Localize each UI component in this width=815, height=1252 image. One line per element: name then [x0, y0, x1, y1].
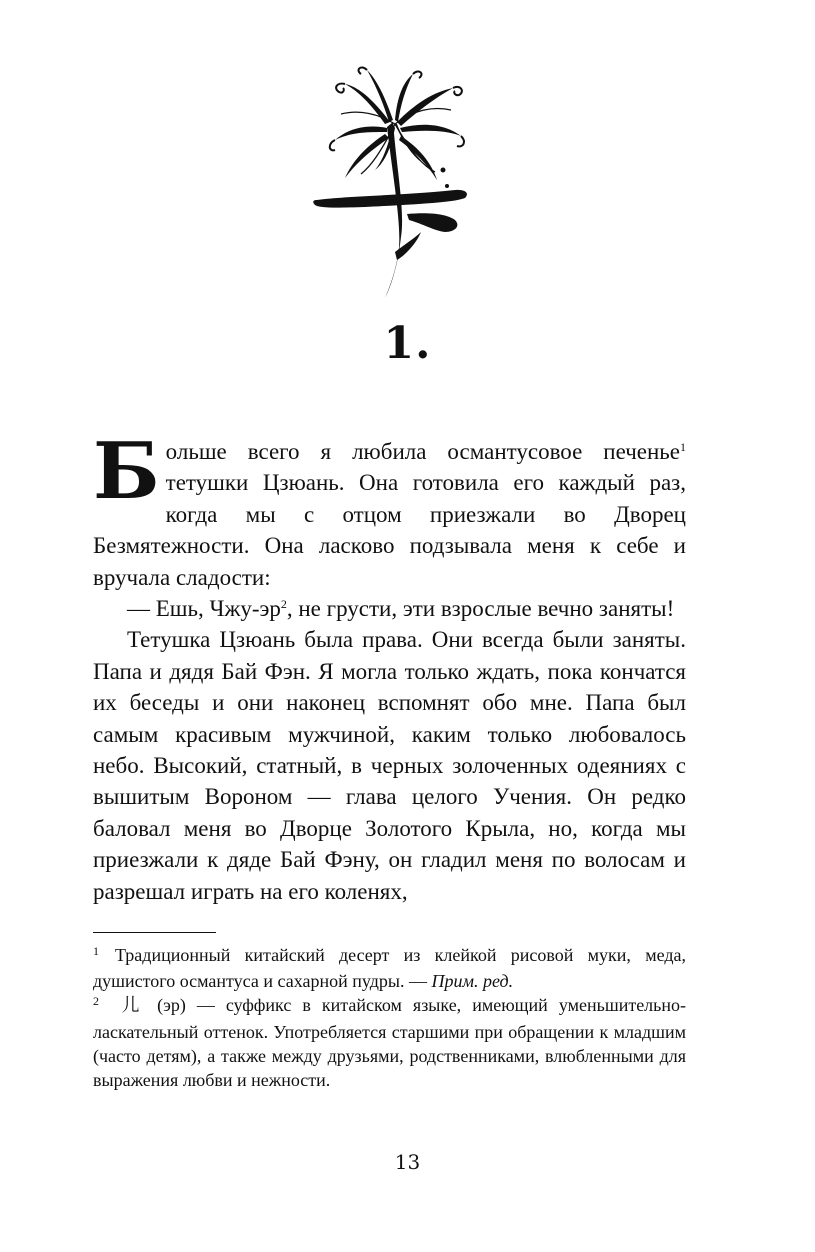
- paragraph-2-tail: , не грусти, эти взрослые вечно заняты!: [286, 596, 675, 622]
- paragraph-1: [93, 426, 686, 593]
- footnotes: [93, 943, 686, 1092]
- ink-flower-chapter-ornament-icon: [305, 62, 480, 302]
- drop-cap: Б: [93, 426, 160, 517]
- footnote-2-chinese-char: 儿: [115, 995, 147, 1017]
- footnote-1: [93, 943, 686, 993]
- footnote-2-text: (эр) — суффикс в китайском языке, имеющий уменьшительно-ласкательный оттенок. Употребляется старшими при обращении к младшим (часто детям), а также между друзьями, родственниками, влюбленными для выражения любви и нежности.: [93, 995, 686, 1091]
- chapter-body-text: [93, 426, 686, 907]
- footnote-ref-2[interactable]: 2: [280, 597, 287, 612]
- paragraph-1-text: ольше всего я любила османтусовое печенье: [165, 439, 680, 464]
- page-number: 13: [394, 1150, 421, 1174]
- chapter-number: 1.: [383, 318, 432, 369]
- footnote-1-mark: 1: [93, 944, 99, 958]
- footnote-2-mark: 2: [93, 994, 99, 1009]
- paragraph-3: Тетушка Цзюань была права. Они всегда были заняты. Папа и дядя Бай Фэн. Я могла только ждать, пока кончатся их беседы и они наконец вспомнят обо мне. Папа был самым красивым мужчиной, каким только любовалось небо. Высокий, статный, в черных золоченных одеяниях с вышитым Вороном — глава целого Учения. Он редко баловал меня во Дворце Золотого Крыла, но, когда мы приезжали к дяде Бай Фэну, он гладил меня по волосам и разрешал играть на его коленях,: [93, 627, 686, 904]
- footnote-1-editor-note: Прим. ред.: [431, 971, 514, 992]
- footnote-divider: [93, 932, 216, 933]
- paragraph-2-dialogue: [93, 593, 686, 624]
- paragraph-2-text: — Ешь, Чжу-эр: [127, 596, 281, 622]
- footnote-1-text: Традиционный китайский десерт из клейкой рисовой муки, меда, душистого османтуса и сахарной пудры. —: [93, 945, 686, 992]
- footnote-ref-1[interactable]: 1: [680, 440, 686, 454]
- paragraph-1-tail: тетушки Цзюань. Она готовила его каждый раз, когда мы с отцом приезжали во Дворец Безмятежности. Она ласково подзывала меня к себе и вручала сладости:: [93, 470, 686, 590]
- footnote-2: [93, 993, 686, 1092]
